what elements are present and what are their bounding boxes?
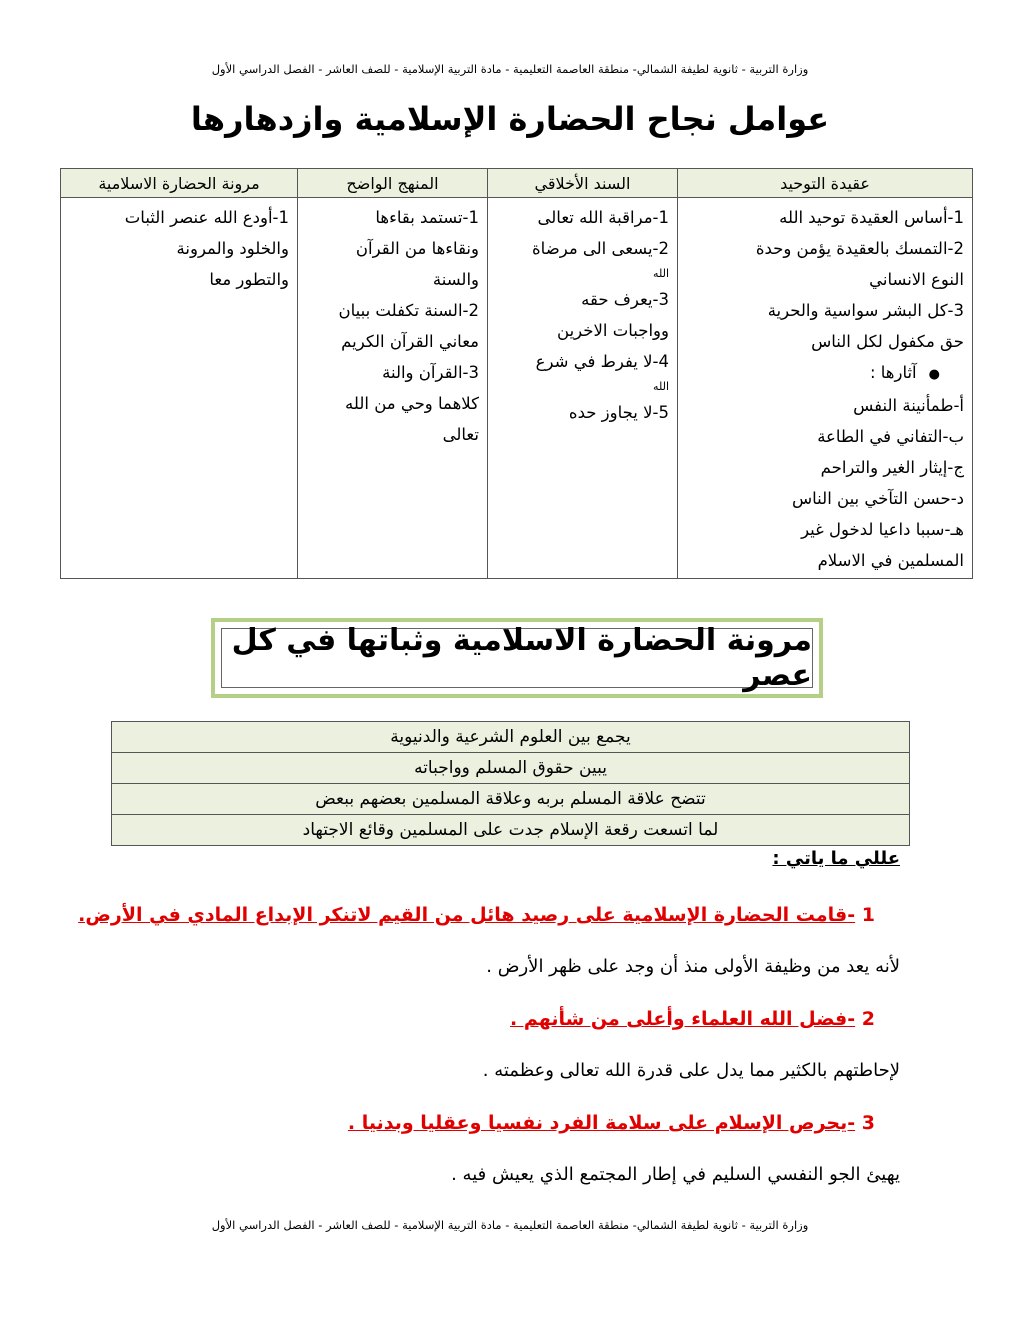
list-item: حق مكفول لكل الناس — [811, 332, 964, 351]
list-item: 3-القرآن والنة — [382, 363, 479, 382]
question-number: 1 — [861, 904, 875, 926]
list-item: أ-طمأنينة النفس — [853, 396, 964, 415]
list-item: 2-يسعى الى مرضاة — [532, 239, 669, 258]
list-item: 3-يعرف حقه — [581, 290, 669, 309]
list-item: 1-أودع الله عنصر الثبات — [124, 208, 289, 227]
question-1 — [78, 904, 875, 926]
table-row — [112, 753, 910, 784]
section-title-box — [211, 618, 823, 698]
question-3 — [348, 1112, 875, 1134]
list-item: 5-لا يجاوز حده — [568, 403, 669, 422]
list-item: 1-تستمد بقاءها — [375, 208, 479, 227]
list-item: والتطور معا — [209, 270, 289, 289]
header-tawheed: عقيدة التوحيد — [678, 169, 973, 198]
list-item-small: الله — [653, 380, 669, 393]
answer-2: لإحاطتهم بالكثير مما يدل على قدرة الله تعالى وعظمته . — [482, 1060, 900, 1081]
list-item: والسنة — [432, 270, 479, 289]
list-item: معاني القرآن الكريم — [341, 332, 479, 351]
effects-bullet: ● آثارها : — [686, 357, 964, 390]
list-item: 2-السنة تكفلت ببيان — [338, 301, 479, 320]
table-row — [61, 198, 973, 579]
questions-heading: عللي ما ياتي : — [772, 848, 900, 869]
table-cell: يجمع بين العلوم الشرعية والدنيوية — [112, 722, 910, 753]
list-item: ج-إيثار الغير والتراحم — [820, 458, 964, 477]
answer-3: يهيئ الجو النفسي السليم في إطار المجتمع الذي يعيش فيه . — [451, 1164, 900, 1185]
cell-method — [298, 198, 488, 579]
table-row — [112, 815, 910, 846]
question-number: 3 — [861, 1112, 875, 1134]
question-text: -فضل الله العلماء وأعلى من شأنهم . — [510, 1008, 856, 1030]
section-title: مرونة الحضارة الاسلامية وثباتها في كل عصر — [221, 628, 813, 688]
list-item: هـ-سببا داعيا لدخول غير — [801, 520, 964, 539]
list-item: ونقاءها من القرآن — [355, 239, 479, 258]
list-item: المسلمين في الاسلام — [817, 551, 964, 570]
table-cell: تتضح علاقة المسلم بربه وعلاقة المسلمين بعضهم ببعض — [112, 784, 910, 815]
page-footer: وزارة التربية - ثانوية لطيفة الشمالي- منطقة العاصمة التعليمية - مادة التربية الإسلامية - للصف العاشر - الفصل الدراسي الأول — [211, 1218, 809, 1232]
answer-1: لأنه يعد من وظيفة الأولى منذ أن وجد على ظهر الأرض . — [486, 956, 900, 977]
header-moral: السند الأخلاقي — [488, 169, 678, 198]
list-item: تعالى — [442, 425, 479, 444]
cell-moral — [488, 198, 678, 579]
page-title: عوامل نجاح الحضارة الإسلامية وازدهارها — [190, 100, 830, 138]
flexibility-table — [111, 721, 910, 846]
list-item: 1-مراقبة الله تعالى — [537, 208, 669, 227]
question-text: -قامت الحضارة الإسلامية على رصيد هائل من القيم لاتنكر الإبداع المادي في الأرض. — [78, 904, 856, 926]
success-factors-table — [60, 168, 973, 579]
header-flexibility: مرونة الحضارة الاسلامية — [61, 169, 298, 198]
list-item: 1-أساس العقيدة توحيد الله — [779, 208, 964, 227]
list-item: النوع الانساني — [869, 270, 964, 289]
table-cell: لما اتسعت رقعة الإسلام جدت على المسلمين وقائع الاجتهاد — [112, 815, 910, 846]
cell-tawheed — [678, 198, 973, 579]
list-item: وواجبات الاخرين — [557, 321, 669, 340]
question-number: 2 — [861, 1008, 875, 1030]
list-item: د-حسن التآخي بين الناس — [792, 489, 964, 508]
header-method: المنهج الواضح — [298, 169, 488, 198]
page-header: وزارة التربية - ثانوية لطيفة الشمالي- منطقة العاصمة التعليمية - مادة التربية الإسلامية - للصف العاشر - الفصل الدراسي الأول — [211, 62, 809, 76]
list-item: والخلود والمرونة — [176, 239, 289, 258]
table-row — [112, 784, 910, 815]
question-2 — [510, 1008, 875, 1030]
question-text: -يحرص الإسلام على سلامة الفرد نفسيا وعقليا وبدنيا . — [347, 1112, 856, 1134]
list-item: 4-لا يفرط في شرع — [535, 352, 669, 371]
list-item: 3-كل البشر سواسية والحرية — [767, 301, 964, 320]
table-header-row — [61, 169, 973, 198]
list-item-small: الله — [653, 267, 669, 280]
list-item: ب-التفاني في الطاعة — [817, 427, 964, 446]
table-row — [112, 722, 910, 753]
cell-flexibility — [61, 198, 298, 579]
list-item: 2-التمسك بالعقيدة يؤمن وحدة — [755, 239, 964, 258]
table-cell: يبين حقوق المسلم وواجباته — [112, 753, 910, 784]
list-item: كلاهما وحي من الله — [345, 394, 479, 413]
